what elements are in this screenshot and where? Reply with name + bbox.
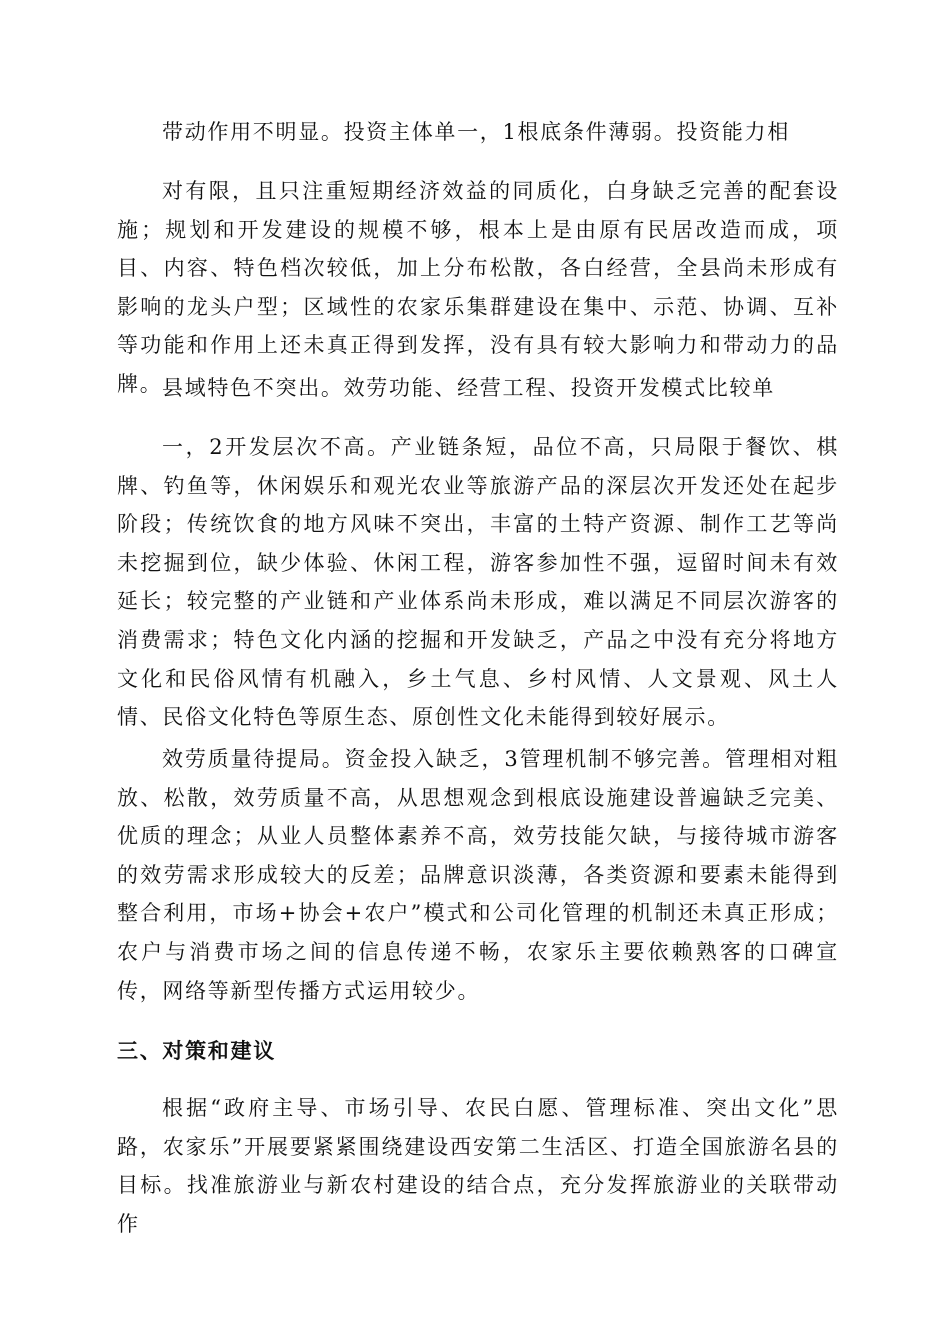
paragraph-investment: 对有限，且只注重短期经济效益的同质化，白身缺乏完善的配套设施；规划和开发建设的规模不够，根本上是由原有民居改造而成，项目、内容、特色档次较低，加上分布松散，各白经营，全县尚未形成有影响的龙头户型；区域性的农家乐集群建设在集中、示范、协调、互补等功能和作用上还未真正得到发挥，没有具有较大影响力和带动力的品牌。 [117,179,839,396]
text-line-intro: 带动作用不明显。投资主体单一，1根底条件薄弱。投资能力相 [162,120,790,144]
paragraph-service-quality: 效劳质量待提局。资金投入缺乏，3管理机制不够完善。管理相对粗放、松散，效劳质量不高，从思想观念到根底设施建设普遍缺乏完美、优质的理念；从业人员整体素养不高，效劳技能欠缺，与接待城市游客的效劳需求形成较大的反差；品牌意识淡薄，各类资源和要素未能得到整合利用，市场+协会+农户”模式和公司化管理的机制还未真正形成；农户与消费市场之间的信息传递不畅，农家乐主要依赖熟客的口碑宣传，网络等新型传播方式运用较少。 [117,747,839,1003]
paragraph-strategy: 根据“政府主导、市场引导、农民白愿、管理标准、突出文化”思路，农家乐”开展要紧紧围绕建设西安第二生活区、打造全国旅游名县的目标。找准旅游业与新农村建设的结合点，充分发挥旅游业的关联带动作 [117,1096,839,1236]
section-heading: 三、对策和建议 [117,1038,276,1063]
text-line-county-features: 县域特色不突出。效劳功能、经营工程、投资开发模式比较单 [162,376,775,400]
paragraph-development-level: 一，2开发层次不高。产业链条短，品位不高，只局限于餐饮、棋牌、钓鱼等，休闲娱乐和观光农业等旅游产品的深层次开发还处在起步阶段；传统饮食的地方风味不突出，丰富的土特产资源、制作工艺等尚未挖掘到位，缺少体验、休闲工程，游客参加性不强，逗留时间未有效延长；较完整的产业链和产业体系尚未形成，难以满足不同层次游客的消费需求；特色文化内涵的挖掘和开发缺乏，产品之中没有充分将地方文化和民俗风情有机融入，乡土气息、乡村风情、人文景观、风土人情、民俗文化特色等原生态、原创性文化未能得到较好展示。 [117,435,839,730]
